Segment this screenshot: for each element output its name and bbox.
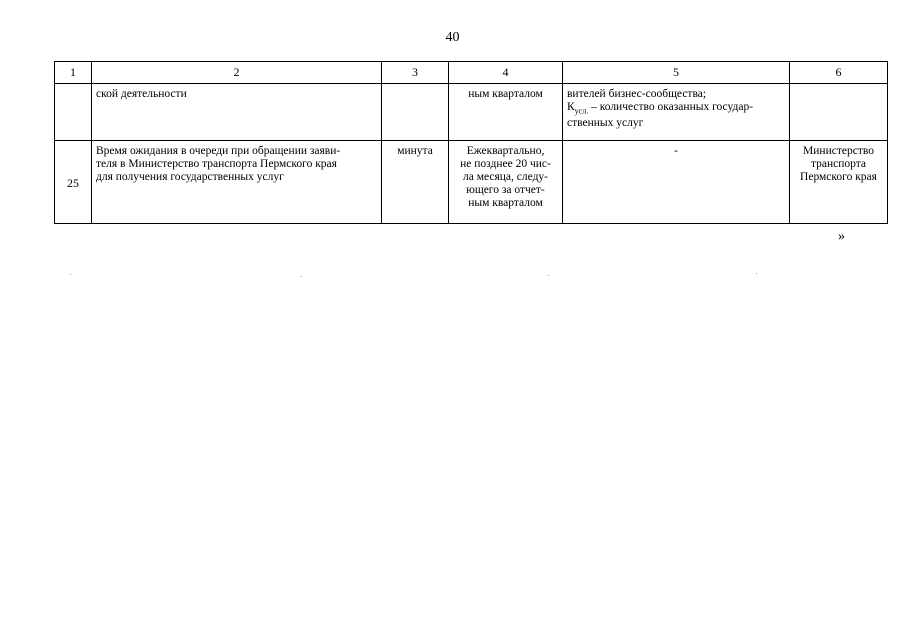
column-header: 5 xyxy=(563,62,790,84)
responsible-cell: Министерство транспорта Пермского края xyxy=(790,141,888,224)
table-header-row xyxy=(55,62,888,84)
table-row xyxy=(55,141,888,224)
column-header: 1 xyxy=(55,62,92,84)
formula-cell xyxy=(563,84,790,141)
indicator-cell: ской деятельности xyxy=(92,84,382,141)
periodicity-cell: ным кварталом xyxy=(449,84,563,141)
page-number: 40 xyxy=(445,30,460,45)
column-header: 4 xyxy=(449,62,563,84)
column-header: 2 xyxy=(92,62,382,84)
unit-cell: минута xyxy=(382,141,449,224)
formula-description: – количество оказанных государ- ственных услуг xyxy=(567,101,754,130)
row-number-cell xyxy=(55,84,92,141)
formula-subscript: усл. xyxy=(574,106,589,116)
closing-quote: » xyxy=(838,229,845,244)
scan-artifact xyxy=(70,274,71,275)
scan-artifact xyxy=(548,275,549,276)
periodicity-cell: Ежеквартально, не позднее 20 чис- ла месяца, следу- ющего за отчет- ным кварталом xyxy=(449,141,563,224)
column-header: 6 xyxy=(790,62,888,84)
scan-artifact xyxy=(301,276,302,277)
row-number-cell: 25 xyxy=(55,141,92,224)
indicators-table xyxy=(54,61,888,224)
formula-symbol: К xyxy=(567,101,575,113)
scan-artifact xyxy=(756,273,757,274)
responsible-cell xyxy=(790,84,888,141)
table-row xyxy=(55,84,888,141)
formula-line: вителей бизнес-сообщества; xyxy=(567,88,707,100)
formula-cell: - xyxy=(563,141,790,224)
unit-cell xyxy=(382,84,449,141)
column-header: 3 xyxy=(382,62,449,84)
indicator-cell: Время ожидания в очереди при обращении заяви- теля в Министерство транспорта Пермского края для получения государственных услуг xyxy=(92,141,382,224)
